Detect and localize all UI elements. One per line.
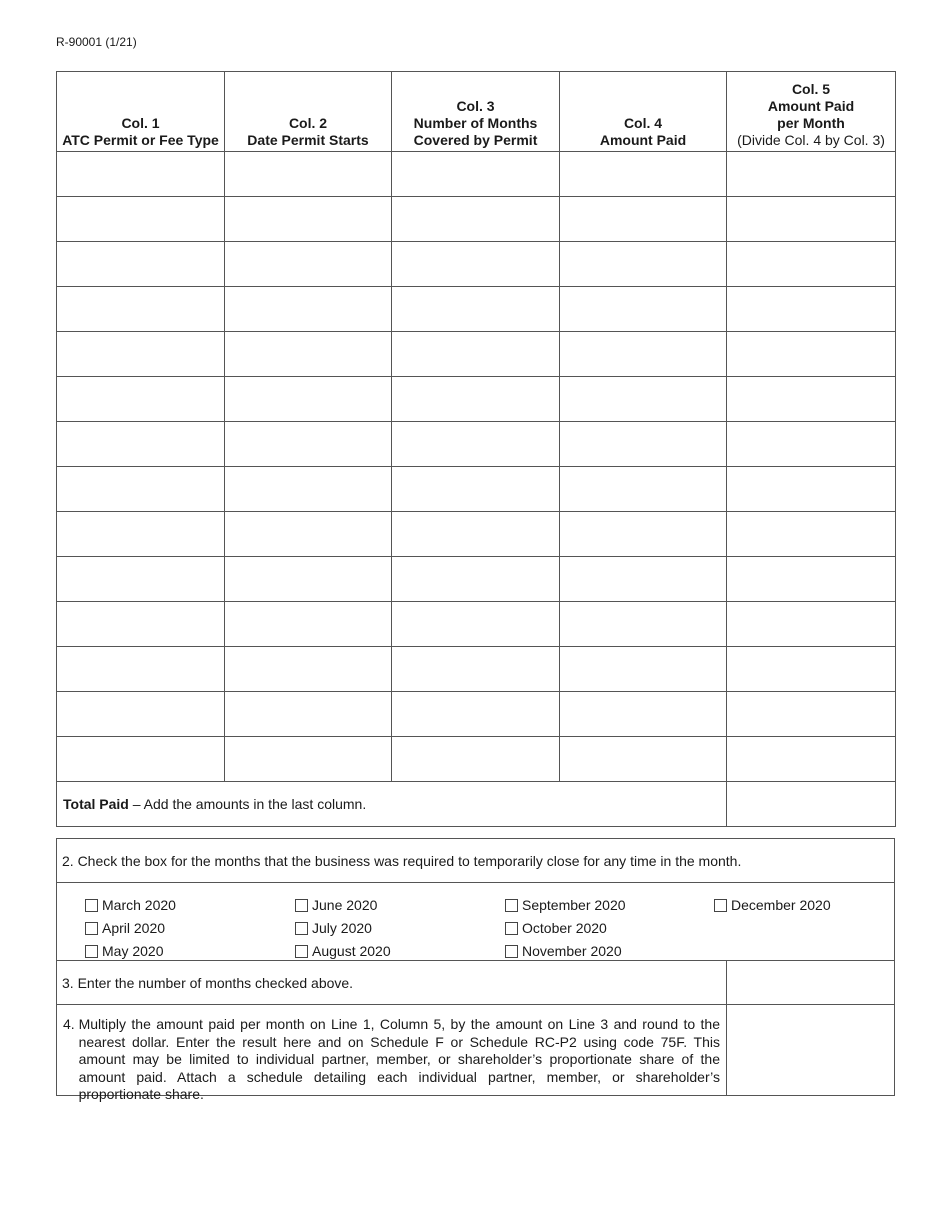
months-covered-input[interactable] <box>392 152 560 197</box>
start-date-input[interactable] <box>225 512 392 557</box>
amount-paid-input[interactable] <box>560 512 727 557</box>
checkbox[interactable] <box>85 899 98 912</box>
start-date-input[interactable] <box>225 377 392 422</box>
col5-number: Col. 5 <box>791 81 831 97</box>
month-label: April 2020 <box>102 920 166 936</box>
form-id: R-90001 (1/21) <box>56 35 137 49</box>
start-date-input[interactable] <box>225 602 392 647</box>
checkbox[interactable] <box>295 899 308 912</box>
amount-paid-input[interactable] <box>560 647 727 692</box>
amount-paid-input[interactable] <box>560 467 727 512</box>
months-covered-input[interactable] <box>392 242 560 287</box>
start-date-input[interactable] <box>225 197 392 242</box>
permit-type-input[interactable] <box>57 377 225 422</box>
months-covered-input[interactable] <box>392 377 560 422</box>
start-date-input[interactable] <box>225 287 392 332</box>
permit-type-input[interactable] <box>57 467 225 512</box>
total-label: Total Paid <box>63 796 129 812</box>
start-date-input[interactable] <box>225 242 392 287</box>
header-col2 <box>225 72 392 152</box>
amount-per-month-input[interactable] <box>727 647 896 692</box>
permit-type-input[interactable] <box>57 287 225 332</box>
permit-type-input[interactable] <box>57 557 225 602</box>
col5-title-line2: per Month <box>777 115 845 131</box>
months-count-input[interactable] <box>727 961 894 1004</box>
header-row <box>57 72 896 152</box>
month-label: August 2020 <box>312 943 391 959</box>
month-may-2020[interactable] <box>85 943 163 959</box>
amount-per-month-input[interactable] <box>727 242 896 287</box>
months-covered-input[interactable] <box>392 467 560 512</box>
amount-paid-input[interactable] <box>560 287 727 332</box>
table-row <box>57 647 896 692</box>
start-date-input[interactable] <box>225 557 392 602</box>
months-covered-input[interactable] <box>392 692 560 737</box>
month-july-2020[interactable] <box>295 920 372 936</box>
checkbox[interactable] <box>714 899 727 912</box>
amount-paid-input[interactable] <box>560 692 727 737</box>
permit-type-input[interactable] <box>57 692 225 737</box>
amount-paid-input[interactable] <box>560 332 727 377</box>
amount-paid-input[interactable] <box>560 152 727 197</box>
months-covered-input[interactable] <box>392 287 560 332</box>
amount-paid-input[interactable] <box>560 197 727 242</box>
amount-per-month-input[interactable] <box>727 197 896 242</box>
table-row <box>57 287 896 332</box>
start-date-input[interactable] <box>225 737 392 782</box>
line-4-text <box>57 1005 727 1102</box>
amount-paid-input[interactable] <box>560 422 727 467</box>
table-row <box>57 422 896 467</box>
amount-paid-input[interactable] <box>560 557 727 602</box>
amount-paid-input[interactable] <box>560 377 727 422</box>
months-covered-input[interactable] <box>392 512 560 557</box>
permit-type-input[interactable] <box>57 647 225 692</box>
credit-amount-input[interactable] <box>727 1005 894 1095</box>
start-date-input[interactable] <box>225 467 392 512</box>
checkbox[interactable] <box>295 922 308 935</box>
checkbox[interactable] <box>505 899 518 912</box>
col1-title: ATC Permit or Fee Type <box>62 132 219 148</box>
total-paid-input[interactable] <box>727 782 896 827</box>
amount-per-month-input[interactable] <box>727 422 896 467</box>
col4-number: Col. 4 <box>623 115 663 131</box>
month-label: September 2020 <box>522 897 626 913</box>
col3-title-line2: Covered by Permit <box>413 132 538 148</box>
month-label: March 2020 <box>102 897 176 913</box>
col4-title: Amount Paid <box>599 132 687 148</box>
table-row <box>57 692 896 737</box>
start-date-input[interactable] <box>225 647 392 692</box>
checkbox[interactable] <box>295 945 308 958</box>
line-4-number: 4. <box>63 1016 75 1032</box>
month-label: December 2020 <box>731 897 831 913</box>
line-4-instruction: Multiply the amount paid per month on Line 1, Column 5, by the amount on Line 3 and round to the nearest dollar. Enter the result here and on Schedule F or Schedule RC-P2 using code 75F. This amount may be limited to individual partner, member, or shareholder’s proportionate share of the amount paid. Attach a schedule detailing each individual partner, member, or shareholder’s proportionate share. <box>78 1016 720 1102</box>
permit-type-input[interactable] <box>57 242 225 287</box>
table-row <box>57 557 896 602</box>
total-text: – Add the amounts in the last column. <box>128 796 367 812</box>
month-june-2020[interactable] <box>295 897 377 913</box>
month-label: July 2020 <box>312 920 372 936</box>
table-row <box>57 467 896 512</box>
amount-per-month-input[interactable] <box>727 332 896 377</box>
month-label: November 2020 <box>522 943 622 959</box>
permit-type-input[interactable] <box>57 422 225 467</box>
month-october-2020[interactable] <box>505 920 607 936</box>
line-3-instruction: 3. Enter the number of months checked above. <box>57 961 727 1004</box>
total-label-cell <box>57 782 727 827</box>
month-august-2020[interactable] <box>295 943 391 959</box>
table-row <box>57 152 896 197</box>
months-instruction: 2. Check the box for the months that the business was required to temporarily close for any time in the month. <box>57 839 894 883</box>
table-row <box>57 737 896 782</box>
month-label: May 2020 <box>102 943 164 959</box>
header-col1 <box>57 72 225 152</box>
months-covered-input[interactable] <box>392 647 560 692</box>
permit-type-input[interactable] <box>57 197 225 242</box>
table-row <box>57 197 896 242</box>
col2-number: Col. 2 <box>288 115 328 131</box>
month-december-2020[interactable] <box>714 897 831 913</box>
amount-per-month-input[interactable] <box>727 467 896 512</box>
month-label: October 2020 <box>522 920 607 936</box>
table-row <box>57 332 896 377</box>
header-col4 <box>560 72 727 152</box>
table-row <box>57 242 896 287</box>
permit-type-input[interactable] <box>57 332 225 377</box>
amount-per-month-input[interactable] <box>727 557 896 602</box>
col5-note: (Divide Col. 4 by Col. 3) <box>737 132 885 148</box>
col1-number: Col. 1 <box>121 115 160 131</box>
table-row <box>57 377 896 422</box>
line-4-row <box>57 1005 894 1102</box>
col5-title-line1: Amount Paid <box>767 98 855 114</box>
amount-paid-input[interactable] <box>560 602 727 647</box>
col2-title: Date Permit Starts <box>247 132 369 148</box>
closure-section <box>56 838 895 1102</box>
checkbox[interactable] <box>505 945 518 958</box>
amount-per-month-input[interactable] <box>727 287 896 332</box>
month-november-2020[interactable] <box>505 943 622 959</box>
amount-per-month-input[interactable] <box>727 377 896 422</box>
permit-type-input[interactable] <box>57 737 225 782</box>
permit-table <box>56 71 896 827</box>
month-label: June 2020 <box>312 897 378 913</box>
months-covered-input[interactable] <box>392 332 560 377</box>
amount-per-month-input[interactable] <box>727 737 896 782</box>
header-col5 <box>727 72 896 152</box>
months-covered-input[interactable] <box>392 737 560 782</box>
col3-number: Col. 3 <box>456 98 495 114</box>
amount-per-month-input[interactable] <box>727 152 896 197</box>
total-row <box>57 782 896 827</box>
amount-per-month-input[interactable] <box>727 512 896 557</box>
checkbox[interactable] <box>505 922 518 935</box>
checkbox[interactable] <box>85 945 98 958</box>
months-covered-input[interactable] <box>392 602 560 647</box>
start-date-input[interactable] <box>225 332 392 377</box>
months-checklist <box>57 883 894 961</box>
col3-title-line1: Number of Months <box>413 115 538 131</box>
start-date-input[interactable] <box>225 422 392 467</box>
permit-type-input[interactable] <box>57 602 225 647</box>
amount-per-month-input[interactable] <box>727 602 896 647</box>
table-row <box>57 512 896 557</box>
amount-per-month-input[interactable] <box>727 692 896 737</box>
checkbox[interactable] <box>85 922 98 935</box>
months-covered-input[interactable] <box>392 422 560 467</box>
table-row <box>57 602 896 647</box>
month-september-2020[interactable] <box>505 897 626 913</box>
start-date-input[interactable] <box>225 152 392 197</box>
line-3-row <box>57 961 894 1005</box>
amount-paid-input[interactable] <box>560 242 727 287</box>
month-march-2020[interactable] <box>85 897 176 913</box>
header-col3 <box>392 72 560 152</box>
permit-type-input[interactable] <box>57 512 225 557</box>
month-april-2020[interactable] <box>85 920 165 936</box>
start-date-input[interactable] <box>225 692 392 737</box>
months-covered-input[interactable] <box>392 557 560 602</box>
months-covered-input[interactable] <box>392 197 560 242</box>
amount-paid-input[interactable] <box>560 737 727 782</box>
permit-type-input[interactable] <box>57 152 225 197</box>
